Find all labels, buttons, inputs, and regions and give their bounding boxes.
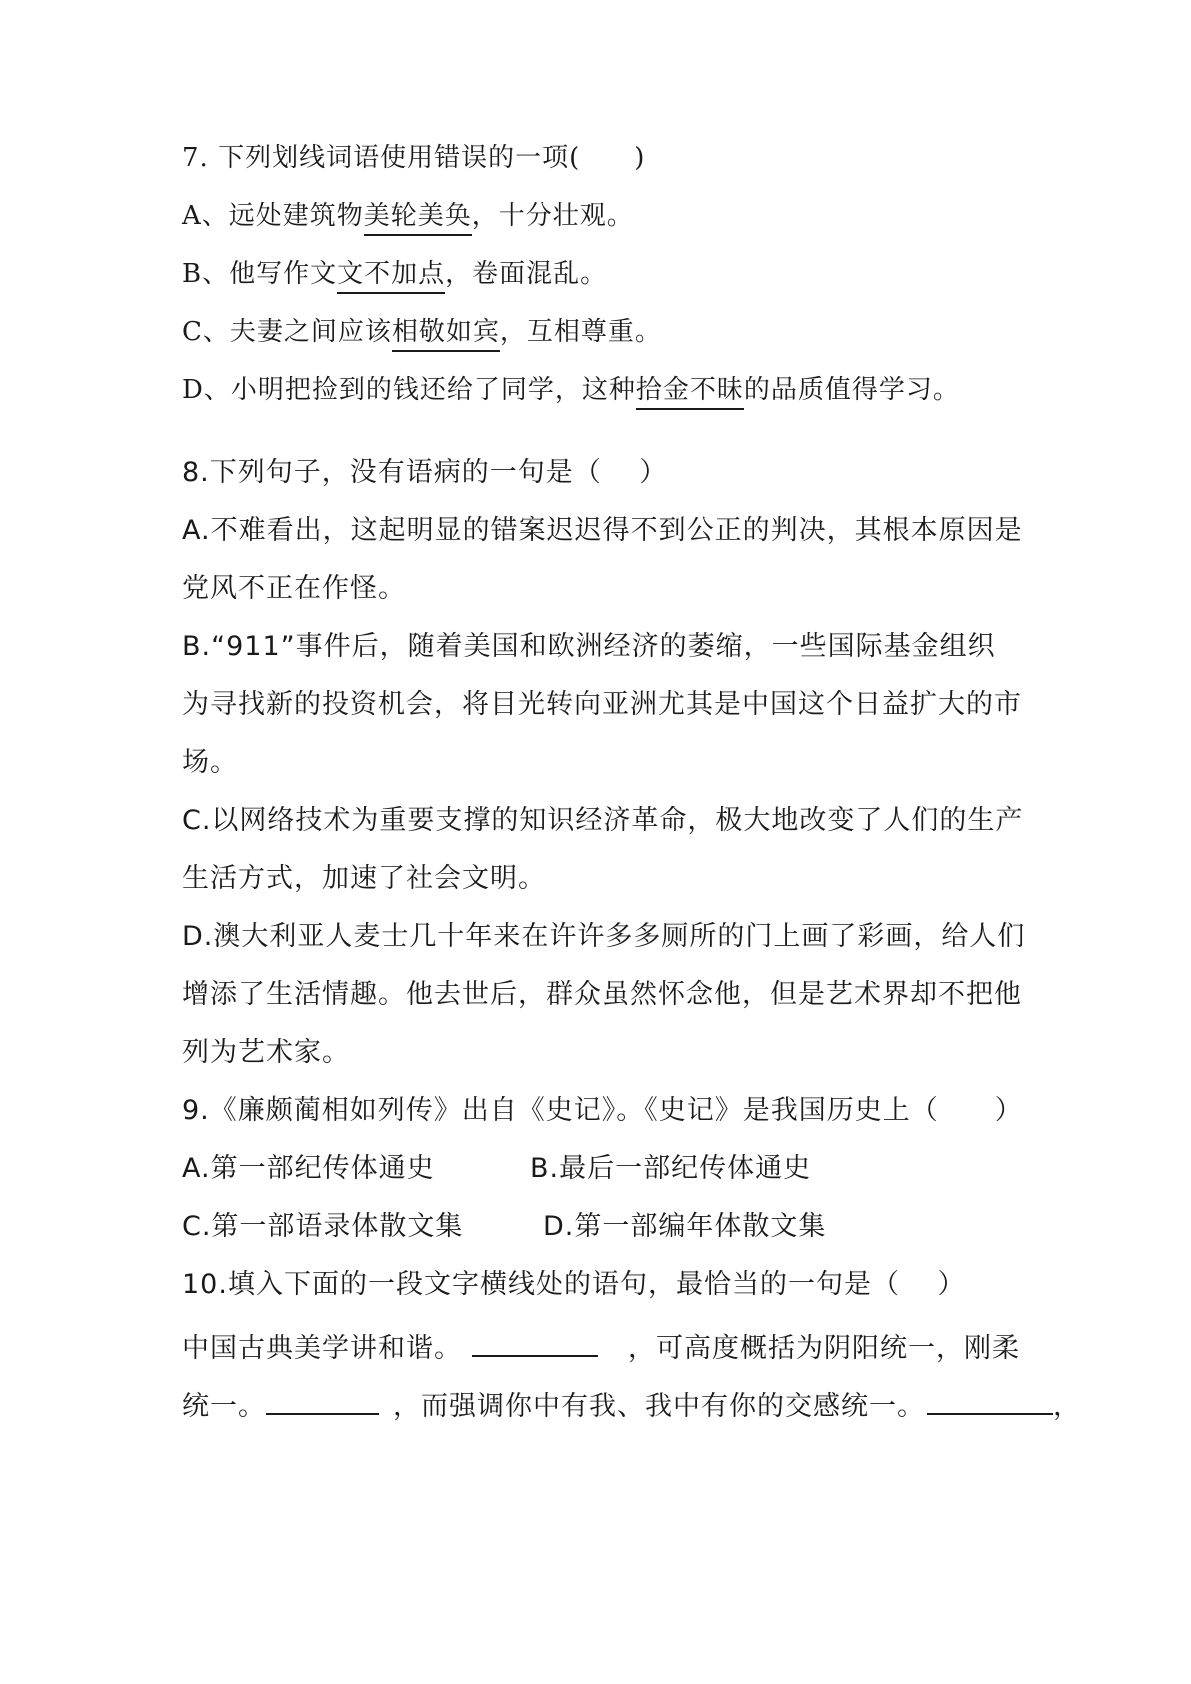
q7-stem: 7. 下列划线词语使用错误的一项( )	[182, 143, 646, 173]
q10-passage-line2	[182, 1383, 1081, 1425]
q8-option-c-line1[interactable]: C.以网络技术为重要支撑的知识经济革命，极大地改变了人们的生产	[182, 805, 1024, 836]
q8-option-d-line3[interactable]: 列为艺术家。	[182, 1037, 350, 1068]
q8-option-a-line1[interactable]: A.不难看出，这起明显的错案迟迟得不到公正的判决，其根本原因是	[182, 515, 1023, 546]
answer-blank-3[interactable]	[927, 1383, 1053, 1415]
q9-option-c[interactable]: C.第一部语录体散文集	[182, 1211, 464, 1242]
q7-option-d-underlined-word: 拾金不昧	[636, 375, 744, 410]
q9-option-b[interactable]: B.最后一部纪传体通史	[530, 1153, 812, 1184]
q10-passage-line1	[182, 1325, 1020, 1367]
q8-option-b-line3[interactable]: 场。	[182, 747, 238, 778]
q7-option-c[interactable]	[182, 314, 662, 350]
q10-passage-text: ，而强调你中有我、我中有你的交感统一。	[393, 1391, 925, 1422]
q7-option-a-text: A、远处建筑物	[182, 201, 364, 231]
q10-passage-text: 中国古典美学讲和谐。	[182, 1333, 462, 1364]
q10-passage-text: ，可高度概括为阴阳统一，刚柔	[628, 1333, 1020, 1364]
q10-passage-text: ，	[1053, 1391, 1081, 1422]
q9-option-d[interactable]: D.第一部编年体散文集	[543, 1211, 827, 1242]
q9-option-a[interactable]: A.第一部纪传体通史	[182, 1153, 435, 1184]
answer-blank-1[interactable]	[472, 1325, 598, 1357]
q7-option-d[interactable]	[182, 372, 960, 408]
q10-stem: 10.填入下面的一段文字横线处的语句，最恰当的一句是（ ）	[182, 1269, 966, 1300]
q8-option-a-line2[interactable]: 党风不正在作怪。	[182, 573, 406, 604]
q7-option-a[interactable]	[182, 198, 634, 234]
q7-option-b-text: B、他写作文	[182, 259, 338, 289]
q10-passage-text: 统一。	[182, 1391, 266, 1422]
q8-option-d-line2[interactable]: 增添了生活情趣。他去世后，群众虽然怀念他，但是艺术界却不把他	[182, 979, 1022, 1010]
q8-option-c-line2[interactable]: 生活方式，加速了社会文明。	[182, 863, 546, 894]
q7-option-c-rest: ，互相尊重。	[499, 317, 662, 347]
q8-stem: 8.下列句子，没有语病的一句是（ ）	[182, 457, 668, 488]
q7-option-c-underlined-word: 相敬如宾	[392, 317, 500, 352]
q7-option-d-text: D、小明把捡到的钱还给了同学，这种	[182, 375, 636, 405]
q7-option-b[interactable]	[182, 256, 607, 292]
answer-blank-2[interactable]	[266, 1383, 379, 1415]
q9-stem: 9.《廉颇蔺相如列传》出自《史记》。《史记》是我国历史上（ ）	[182, 1095, 1023, 1126]
q8-option-d-line1[interactable]: D.澳大利亚人麦士几十年来在许许多多厕所的门上画了彩画，给人们	[182, 921, 1026, 952]
q7-option-a-underlined-word: 美轮美奂	[364, 201, 472, 236]
q7-option-b-underlined-word: 文不加点	[337, 259, 445, 294]
q8-option-b-line1[interactable]: B.“911”事件后，随着美国和欧洲经济的萎缩，一些国际基金组织	[182, 631, 996, 662]
q8-option-b-line2[interactable]: 为寻找新的投资机会，将目光转向亚洲尤其是中国这个日益扩大的市	[182, 689, 1022, 720]
q7-option-d-rest: 的品质值得学习。	[743, 375, 960, 405]
q7-option-b-rest: ，卷面混乱。	[445, 259, 608, 289]
q7-option-a-rest: ，十分壮观。	[471, 201, 634, 231]
q7-option-c-text: C、夫妻之间应该	[182, 317, 392, 347]
